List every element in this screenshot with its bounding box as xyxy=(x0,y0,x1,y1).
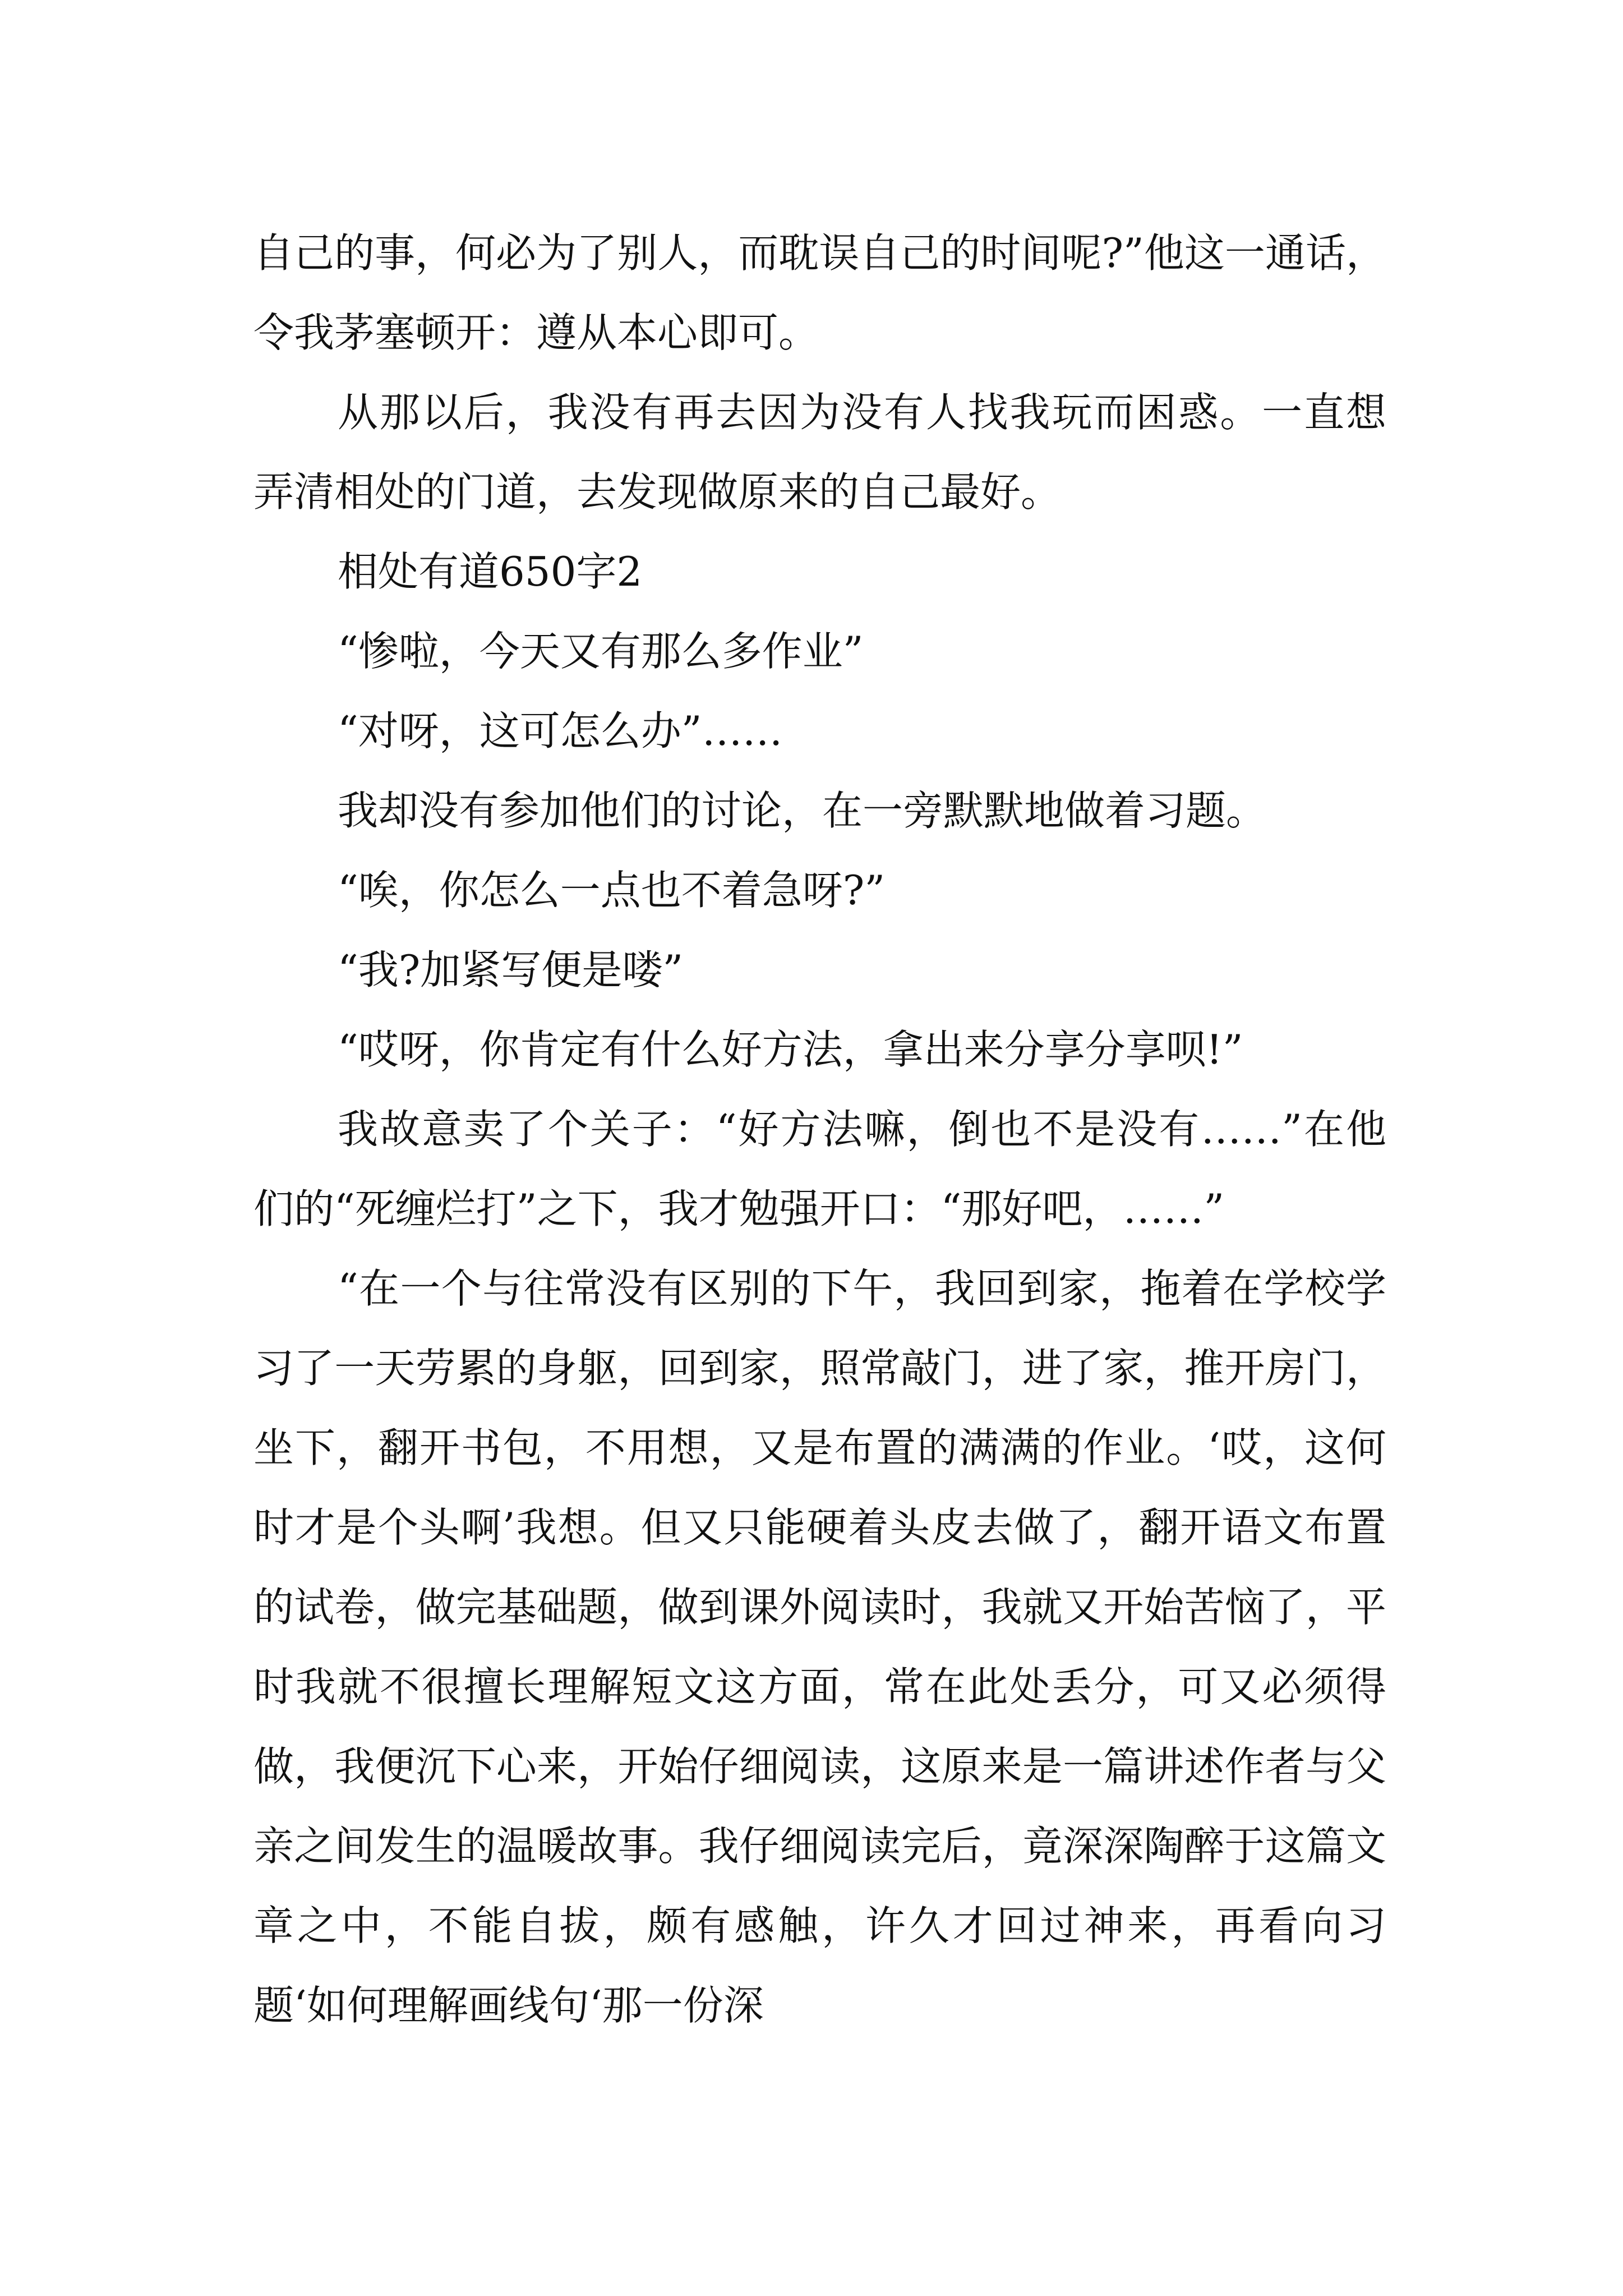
paragraph-11: “在一个与往常没有区别的下午，我回到家，拖着在学校学习了一天劳累的身躯，回到家，照常敲门，进了家，推开房门，坐下，翻开书包，不用想，又是布置的满满的作业。‘哎，这何时才是个头啊’我想。但又只能硬着头皮去做了，翻开语文布置的试卷，做完基础题，做到课外阅读时，我就又开始苦恼了，平时我就不很擅长理解短文这方面，常在此处丢分，可又必须得做，我便沉下心来，开始仔细阅读，这原来是一篇讲述作者与父亲之间发生的温暖故事。我仔细阅读完后，竟深深陶醉于这篇文章之中，不能自拔，颇有感触，许久才回过神来，再看向习题‘如何理解画线句‘那一份深 xyxy=(253,1265,1386,2029)
body-text xyxy=(253,213,1386,2045)
paragraph-1: 自己的事，何必为了别人，而耽误自己的时间呢?”他这一通话，令我茅塞顿开：遵从本心即可。 xyxy=(253,229,1386,356)
paragraph-4: “惨啦，今天又有那么多作业” xyxy=(338,628,864,675)
paragraph-7: “唉，你怎么一点也不着急呀?” xyxy=(338,867,886,914)
paragraph-9: “哎呀，你肯定有什么好方法，拿出来分享分享呗!” xyxy=(338,1026,1243,1073)
paragraph-10: 我故意卖了个关子：“好方法嘛，倒也不是没有……”在他们的“死缠烂打”之下，我才勉强开口：“那好吧，……” xyxy=(253,1106,1386,1232)
paragraph-3: 相处有道650字2 xyxy=(338,548,643,595)
paragraph-2: 从那以后，我没有再去因为没有人找我玩而困惑。一直想弄清相处的门道，去发现做原来的自己最好。 xyxy=(253,389,1386,516)
paragraph-8: “我?加紧写便是喽” xyxy=(338,946,684,993)
paragraph-5: “对呀，这可怎么办”…… xyxy=(338,707,783,754)
paragraph-6: 我却没有参加他们的讨论，在一旁默默地做着习题。 xyxy=(338,787,1267,834)
